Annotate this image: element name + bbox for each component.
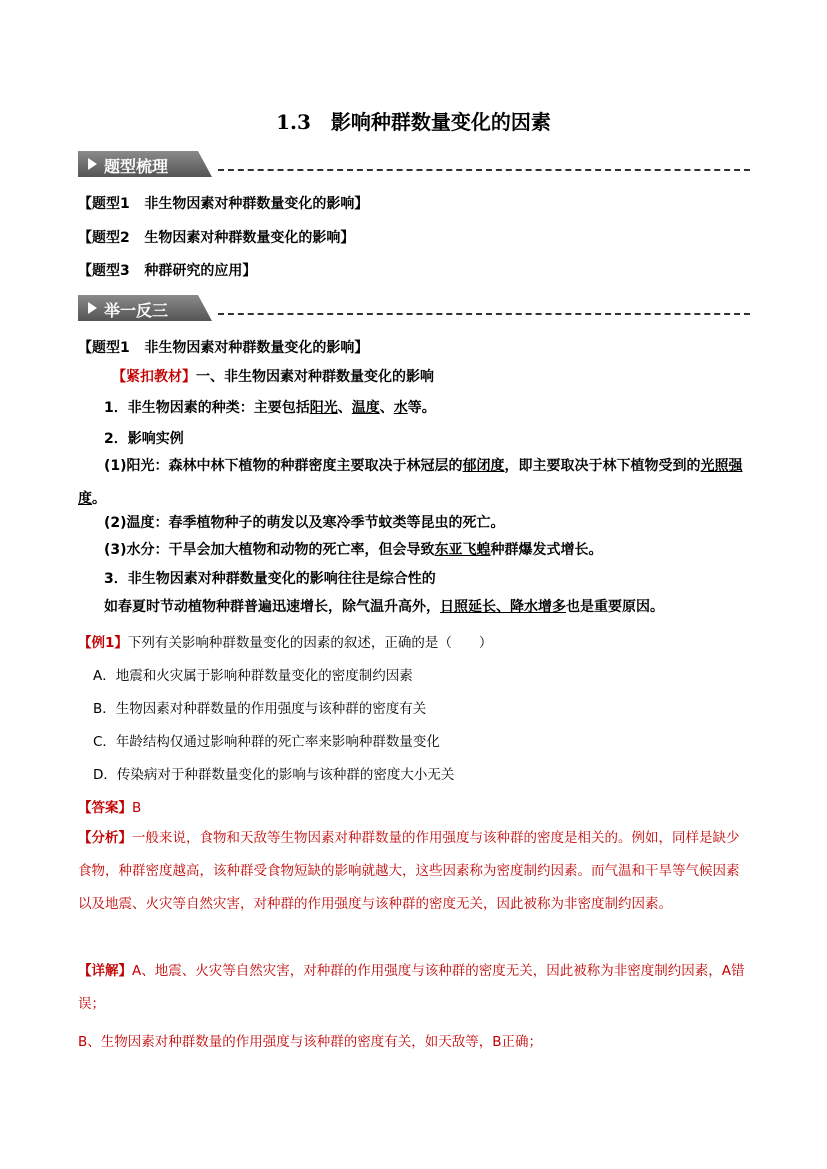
toc-item-1 xyxy=(78,193,368,213)
textbook-water: (3)水分：干旱会加大植物和动物的死亡率，但会导致东亚飞蝗种群爆发式增长。 xyxy=(104,542,603,558)
toc-text: 生物因素对种群数量变化的影响】 xyxy=(144,230,355,246)
answer xyxy=(78,796,141,816)
toc-item-2 xyxy=(78,227,354,247)
detail-b: B、生物因素对种群数量的作用强度与该种群的密度有关，如天敌等，B正确； xyxy=(78,1034,543,1050)
answer-value: B xyxy=(132,800,142,816)
toc-text: 种群研究的应用】 xyxy=(144,263,257,279)
section-heading: 【题型1 非生物因素对种群数量变化的影响】 xyxy=(78,340,369,356)
play-triangle-icon xyxy=(88,158,97,170)
example-label: 【例1】 xyxy=(78,635,128,651)
textbook-heading: 【紧扣教材】一、非生物因素对种群数量变化的影响 xyxy=(112,369,434,385)
banner-label: 题型梳理 xyxy=(104,157,169,176)
textbook-item-2: 2．影响实例 xyxy=(104,431,184,447)
textbook-tag: 【紧扣教材】 xyxy=(112,369,196,385)
analysis-label: 【分析】 xyxy=(78,830,132,846)
banner-label: 举一反三 xyxy=(104,301,169,320)
analysis xyxy=(78,822,750,921)
toc-label: 【题型3 xyxy=(78,263,130,279)
toc-label: 【题型2 xyxy=(78,230,130,246)
textbook-item-3b: 如春夏时节动植物种群普遍迅速增长，除气温升高外，日照延长、降水增多也是重要原因。 xyxy=(104,599,664,615)
example-question: 【例1】下列有关影响种群数量变化的因素的叙述，正确的是（ ） xyxy=(78,635,493,651)
textbook-item-3: 3．非生物因素对种群数量变化的影响往往是综合性的 xyxy=(104,571,436,587)
answer-label: 【答案】 xyxy=(78,800,132,816)
option-d: D．传染病对于种群数量变化的影响与该种群的密度大小无关 xyxy=(93,767,455,783)
textbook-temperature: (2)温度：春季植物种子的萌发以及寒冷季节蚊类等昆虫的死亡。 xyxy=(104,515,505,531)
toc-label: 【题型1 xyxy=(78,196,130,212)
option-c: C．年龄结构仅通过影响种群的死亡率来影响种群数量变化 xyxy=(93,734,440,750)
textbook-item-1: 1．非生物因素的种类：主要包括阳光、温度、水等。 xyxy=(104,400,436,416)
detail-line-a: A、地震、火灾等自然灾害，对种群的作用强度与该种群的密度无关，因此被称为非密度制约因素，A错误； xyxy=(78,963,745,1012)
section-banner-practice xyxy=(78,295,750,325)
section-banner-types xyxy=(78,151,750,181)
play-triangle-icon xyxy=(88,302,97,314)
dashed-divider xyxy=(218,313,750,315)
detail-label: 【详解】 xyxy=(78,963,132,979)
dashed-divider xyxy=(218,169,750,171)
toc-item-3 xyxy=(78,260,256,280)
toc-text: 非生物因素对种群数量变化的影响】 xyxy=(144,196,369,212)
page-title: 1.3 影响种群数量变化的因素 xyxy=(276,110,551,134)
option-a: A．地震和火灾属于影响种群数量变化的密度制约因素 xyxy=(93,668,413,684)
detail-a xyxy=(78,955,750,1021)
option-b: B．生物因素对种群数量的作用强度与该种群的密度有关 xyxy=(93,701,427,717)
analysis-text: 一般来说，食物和天敌等生物因素对种群数量的作用强度与该种群的密度是相关的。例如，同样是缺少食物，种群密度越高，该种群受食物短缺的影响就越大，这些因素称为密度制约因素。而气温和干旱等气候因素以及地震、火灾等自然灾害，对种群的作用强度与该种群的密度无关，因此被称为非密度制约因素。 xyxy=(78,830,740,912)
textbook-light: (1)阳光：森林中林下植物的种群密度主要取决于林冠层的郁闭度，即主要取决于林下植物受到的光照强度。 xyxy=(78,458,743,507)
